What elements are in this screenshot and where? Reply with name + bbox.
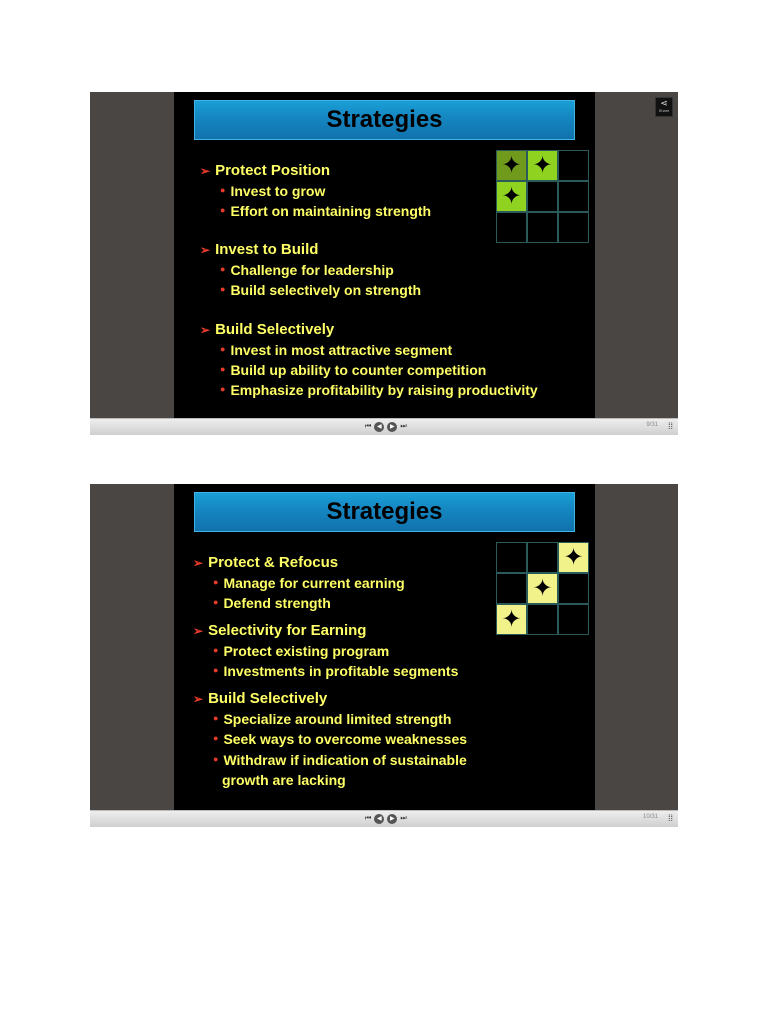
- matrix-cell: [558, 542, 589, 573]
- sub-bullet: ● Defend strength: [213, 595, 331, 611]
- slide-title: Strategies: [194, 100, 575, 140]
- sub-bullet-continuation: growth are lacking: [222, 772, 346, 788]
- matrix-cell: [496, 150, 527, 181]
- sub-bullet: ● Invest in most attractive segment: [220, 342, 453, 358]
- matrix-cell: [558, 604, 589, 635]
- grid-view-button[interactable]: [668, 422, 673, 431]
- bullet: ➢ Protect Position: [200, 162, 331, 179]
- viewer-stage: [90, 484, 678, 810]
- sub-bullet: ● Investments in profitable segments: [213, 663, 459, 679]
- star-icon: ✦: [501, 182, 522, 210]
- matrix-grid: [496, 150, 589, 243]
- matrix-cell: [527, 212, 558, 243]
- matrix-cell: [527, 604, 558, 635]
- grid-view-button[interactable]: [668, 814, 673, 823]
- dot-bullet-icon: ●: [220, 205, 226, 215]
- dot-bullet-icon: ●: [220, 384, 226, 394]
- previous-slide-button[interactable]: ◀: [374, 422, 384, 432]
- dot-bullet-icon: ●: [213, 597, 219, 607]
- sub-bullet: ● Effort on maintaining strength: [220, 203, 432, 219]
- sub-bullet: ● Build up ability to counter competition: [220, 362, 487, 378]
- first-slide-button[interactable]: ⏮: [365, 423, 372, 430]
- viewer-toolbar: [90, 810, 678, 827]
- page-counter: 10/31: [642, 814, 658, 820]
- matrix-cell: [496, 542, 527, 573]
- matrix-cell: [558, 212, 589, 243]
- star-icon: ✦: [501, 605, 522, 633]
- sub-bullet: ● Build selectively on strength: [220, 282, 422, 298]
- arrow-bullet-icon: ➢: [193, 692, 204, 706]
- sub-bullet: ● Emphasize profitability by raising productivity: [220, 382, 538, 398]
- slide-viewer-2: [90, 484, 678, 826]
- sub-bullet: ● Withdraw if indication of sustainable: [213, 752, 467, 768]
- matrix-cell: [558, 150, 589, 181]
- dot-bullet-icon: ●: [220, 185, 226, 195]
- sub-bullet: ● Protect existing program: [213, 643, 390, 659]
- matrix-cell: [496, 181, 527, 212]
- dot-bullet-icon: ●: [220, 344, 226, 354]
- star-icon: ✦: [563, 543, 584, 571]
- bullet: ➢ Invest to Build: [200, 241, 319, 258]
- arrow-bullet-icon: ➢: [200, 323, 211, 337]
- slide: [174, 92, 595, 418]
- sub-bullet: ● Specialize around limited strength: [213, 711, 452, 727]
- bullet: ➢ Selectivity for Earning: [193, 622, 367, 639]
- matrix-cell: [496, 604, 527, 635]
- share-icon: ⋖: [660, 98, 668, 108]
- matrix-cell: [558, 181, 589, 212]
- star-icon: ✦: [532, 151, 553, 179]
- matrix-grid: [496, 542, 589, 635]
- arrow-bullet-icon: ➢: [200, 243, 211, 257]
- matrix-cell: [496, 212, 527, 243]
- dot-bullet-icon: ●: [220, 264, 226, 274]
- matrix-cell: [527, 542, 558, 573]
- matrix-cell: [496, 573, 527, 604]
- matrix-cell: [527, 150, 558, 181]
- arrow-bullet-icon: ➢: [193, 556, 204, 570]
- bullet: ➢ Protect & Refocus: [193, 554, 339, 571]
- viewer-toolbar: [90, 418, 678, 435]
- last-slide-button[interactable]: ⏭: [400, 423, 407, 430]
- sub-bullet: ● Invest to grow: [220, 183, 326, 199]
- next-slide-button[interactable]: ▶: [387, 814, 397, 824]
- share-button[interactable]: ⋖ Share: [655, 97, 673, 117]
- dot-bullet-icon: ●: [213, 577, 219, 587]
- page-counter: 9/31: [646, 422, 658, 428]
- bullet: ➢ Build Selectively: [200, 321, 335, 338]
- previous-slide-button[interactable]: ◀: [374, 814, 384, 824]
- grid-icon: ⁞⁞: [667, 421, 673, 431]
- dot-bullet-icon: ●: [213, 754, 219, 764]
- dot-bullet-icon: ●: [213, 645, 219, 655]
- sub-bullet: ● Challenge for leadership: [220, 262, 394, 278]
- dot-bullet-icon: ●: [220, 284, 226, 294]
- sub-bullet: ● Seek ways to overcome weaknesses: [213, 731, 468, 747]
- dot-bullet-icon: ●: [213, 665, 219, 675]
- dot-bullet-icon: ●: [213, 733, 219, 743]
- last-slide-button[interactable]: ⏭: [400, 815, 407, 822]
- matrix-cell: [558, 573, 589, 604]
- next-slide-button[interactable]: ▶: [387, 422, 397, 432]
- slide-viewer-1: [90, 92, 678, 434]
- matrix-cell: [527, 573, 558, 604]
- star-icon: ✦: [532, 574, 553, 602]
- matrix-cell: [527, 181, 558, 212]
- grid-icon: ⁞⁞: [667, 813, 673, 823]
- navigation-controls: [365, 813, 407, 825]
- slide-title: Strategies: [194, 492, 575, 532]
- slide: [174, 484, 595, 810]
- dot-bullet-icon: ●: [213, 713, 219, 723]
- first-slide-button[interactable]: ⏮: [365, 815, 372, 822]
- viewer-stage: [90, 92, 678, 418]
- arrow-bullet-icon: ➢: [193, 624, 204, 638]
- arrow-bullet-icon: ➢: [200, 164, 211, 178]
- navigation-controls: [365, 421, 407, 433]
- sub-bullet: ● Manage for current earning: [213, 575, 405, 591]
- bullet: ➢ Build Selectively: [193, 690, 328, 707]
- star-icon: ✦: [501, 151, 522, 179]
- dot-bullet-icon: ●: [220, 364, 226, 374]
